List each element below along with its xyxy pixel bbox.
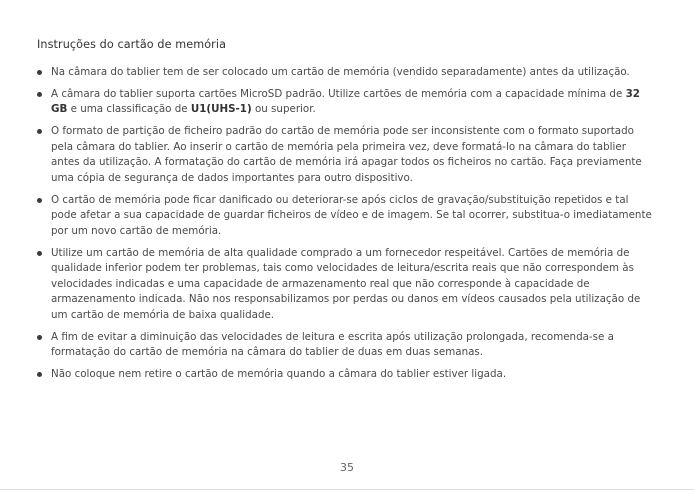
bullet-icon (37, 198, 42, 203)
item-text: O formato de partição de ficheiro padrão do cartão de memória pode ser inconsistente com o formato suportado pela câmara do tablier. Ao inserir o cartão de memória pela primeira vez, deve formatá-lo na câmara do tablier antes da utilização. A formatação do cartão de memória irá apagar todos os ficheiros no cartão. Faça previamente uma cópia de segurança de dados importantes para outro dispositivo. (51, 125, 642, 184)
item-text: Utilize um cartão de memória de alta qualidade comprado a um fornecedor respeitável. Cartões de memória de qualidade inferior podem ter problemas, tais como velocidades de leitura/escrita reais que não correspondem às velocidades indicadas e uma capacidade de armazenamento real que não corresponde à capacidade de armazenamento indicada. Não nos responsabilizamos por perdas ou danos em vídeos causados pela utilização de um cartão de memória de baixa qualidade. (51, 246, 641, 322)
item-text: A fim de evitar a diminuição das velocidades de leitura e escrita após utilização prolongada, recomenda-se a formatação do cartão de memória na câmara do tablier de duas em duas semanas. (51, 330, 614, 359)
item-text: O cartão de memória pode ficar danificado ou deteriorar-se após ciclos de gravação/substituição repetidos e tal pode afetar a sua capacidade de guardar ficheiros de vídeo e de imagem. Se tal ocorrer, substitua-o imediatamente por um novo cartão de memória. (51, 193, 652, 237)
bullet-icon (37, 129, 42, 134)
bullet-icon (37, 372, 42, 377)
list-item (37, 246, 652, 324)
item-text: Na câmara do tablier tem de ser colocado um cartão de memória (vendido separadamente) antes da utilização. (51, 66, 630, 78)
list-item (37, 124, 652, 186)
list-item (37, 330, 652, 361)
bullet-icon (37, 251, 42, 256)
list-item (37, 87, 652, 118)
bullet-icon (37, 70, 42, 75)
item-text: A câmara do tablier suporta cartões MicroSD padrão. Utilize cartões de memória com a capacidade mínima de (51, 87, 626, 100)
list-item (37, 65, 652, 81)
item-text: ou superior. (251, 103, 316, 116)
item-text: e uma classificação de (67, 103, 191, 116)
bullet-icon (37, 92, 42, 97)
speed-class-value: U1(UHS-1) (190, 103, 252, 116)
list-item (37, 367, 652, 383)
capacity-value: 32 GB (51, 87, 640, 116)
list-item (37, 193, 652, 240)
instruction-list (37, 65, 652, 389)
bottom-divider (0, 489, 694, 490)
page-number: 35 (340, 461, 354, 474)
item-text: Não coloque nem retire o cartão de memória quando a câmara do tablier estiver ligada. (51, 368, 507, 381)
bullet-icon (37, 335, 42, 340)
section-title: Instruções do cartão de memória (37, 38, 227, 51)
